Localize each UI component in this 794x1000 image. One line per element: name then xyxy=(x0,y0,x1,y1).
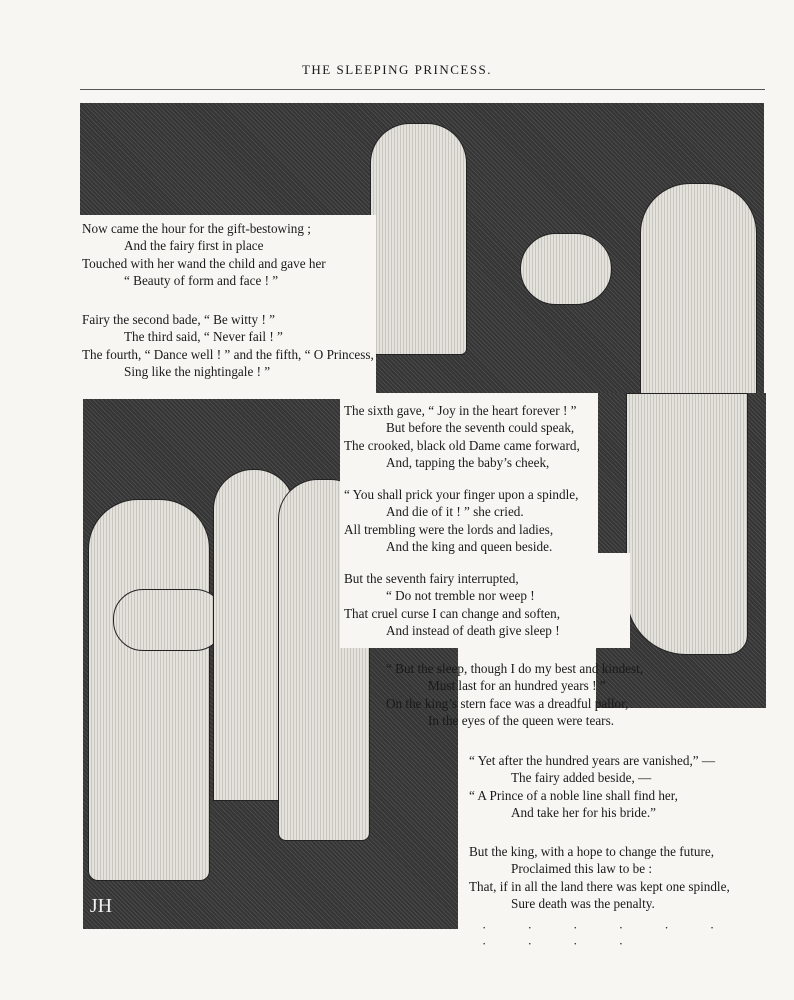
verse-line: All trembling were the lords and ladies, xyxy=(344,521,554,537)
verse-line: But before the seventh could speak, xyxy=(386,420,575,436)
verse-line: Fairy the second bade, “ Be witty ! ” xyxy=(82,312,275,327)
verse-line: In the eyes of the queen were tears. xyxy=(428,712,615,728)
verse-line: Touched with her wand the child and gave her xyxy=(82,255,326,271)
verse-line: And the fairy first in place xyxy=(124,238,264,254)
stanza-6 xyxy=(386,660,643,729)
stanza-3 xyxy=(344,402,580,471)
verse-line: But the seventh fairy interrupted, xyxy=(344,571,519,586)
section-separator: · · · · · · · · · · xyxy=(482,920,734,951)
verse-line: The crooked, black old Dame came forward, xyxy=(344,437,580,453)
verse-line: And die of it ! ” she cried. xyxy=(386,504,524,520)
verse-line: “ You shall prick your finger upon a spindle, xyxy=(344,487,579,502)
verse-line: Proclaimed this law to be : xyxy=(511,861,653,877)
verse-line: And, tapping the baby’s cheek, xyxy=(386,454,550,470)
stanza-8 xyxy=(469,843,730,912)
gown-figure xyxy=(626,393,748,655)
verse-line: And the king and queen beside. xyxy=(386,538,553,554)
page-title: THE SLEEPING PRINCESS. xyxy=(301,62,493,77)
baby-bundle xyxy=(113,589,225,651)
verse-line: That cruel curse I can change and soften, xyxy=(344,605,561,621)
artist-monogram: JH xyxy=(89,895,113,917)
verse-line: “ But the sleep, though I do my best and kindest, xyxy=(386,661,644,676)
verse-line: The third said, “ Never fail ! ” xyxy=(124,329,283,345)
verse-line: The fourth, “ Dance well ! ” and the fifth, “ O Princess, xyxy=(82,346,374,362)
verse-line: But the king, with a hope to change the future, xyxy=(469,844,715,859)
verse-line: Now came the hour for the gift-bestowing ; xyxy=(82,221,311,236)
verse-line: And instead of death give sleep ! xyxy=(386,622,560,638)
stanza-2 xyxy=(82,311,374,380)
fairy-figure xyxy=(370,123,467,355)
verse-line: And take her for his bride.” xyxy=(511,804,657,820)
verse-line: “ Beauty of form and face ! ” xyxy=(124,272,279,288)
verse-line: “ Do not tremble nor weep ! xyxy=(386,588,535,604)
verse-line: The sixth gave, “ Joy in the heart forever ! ” xyxy=(344,403,577,418)
verse-line: The fairy added beside, — xyxy=(511,770,652,786)
nurse-figure xyxy=(88,499,210,881)
verse-line: That, if in all the land there was kept one spindle, xyxy=(469,878,730,894)
verse-line: Must last for an hundred years ! ” xyxy=(428,678,606,694)
verse-line: Sure death was the penalty. xyxy=(511,895,655,911)
header-rule xyxy=(80,89,765,90)
verse-line: Sing like the nightingale ! ” xyxy=(124,363,271,379)
stanza-1 xyxy=(82,220,326,289)
verse-line: On the king’s stern face was a dreadful pallor, xyxy=(386,695,629,711)
stanza-4 xyxy=(344,486,578,555)
baby-bundle xyxy=(520,233,612,305)
verse-line: “ Yet after the hundred years are vanished,” — xyxy=(469,753,716,768)
stanza-7 xyxy=(469,752,715,821)
verse-line: “ A Prince of a noble line shall find her, xyxy=(469,787,678,803)
stanza-5 xyxy=(344,570,560,639)
queen-figure xyxy=(640,183,757,395)
